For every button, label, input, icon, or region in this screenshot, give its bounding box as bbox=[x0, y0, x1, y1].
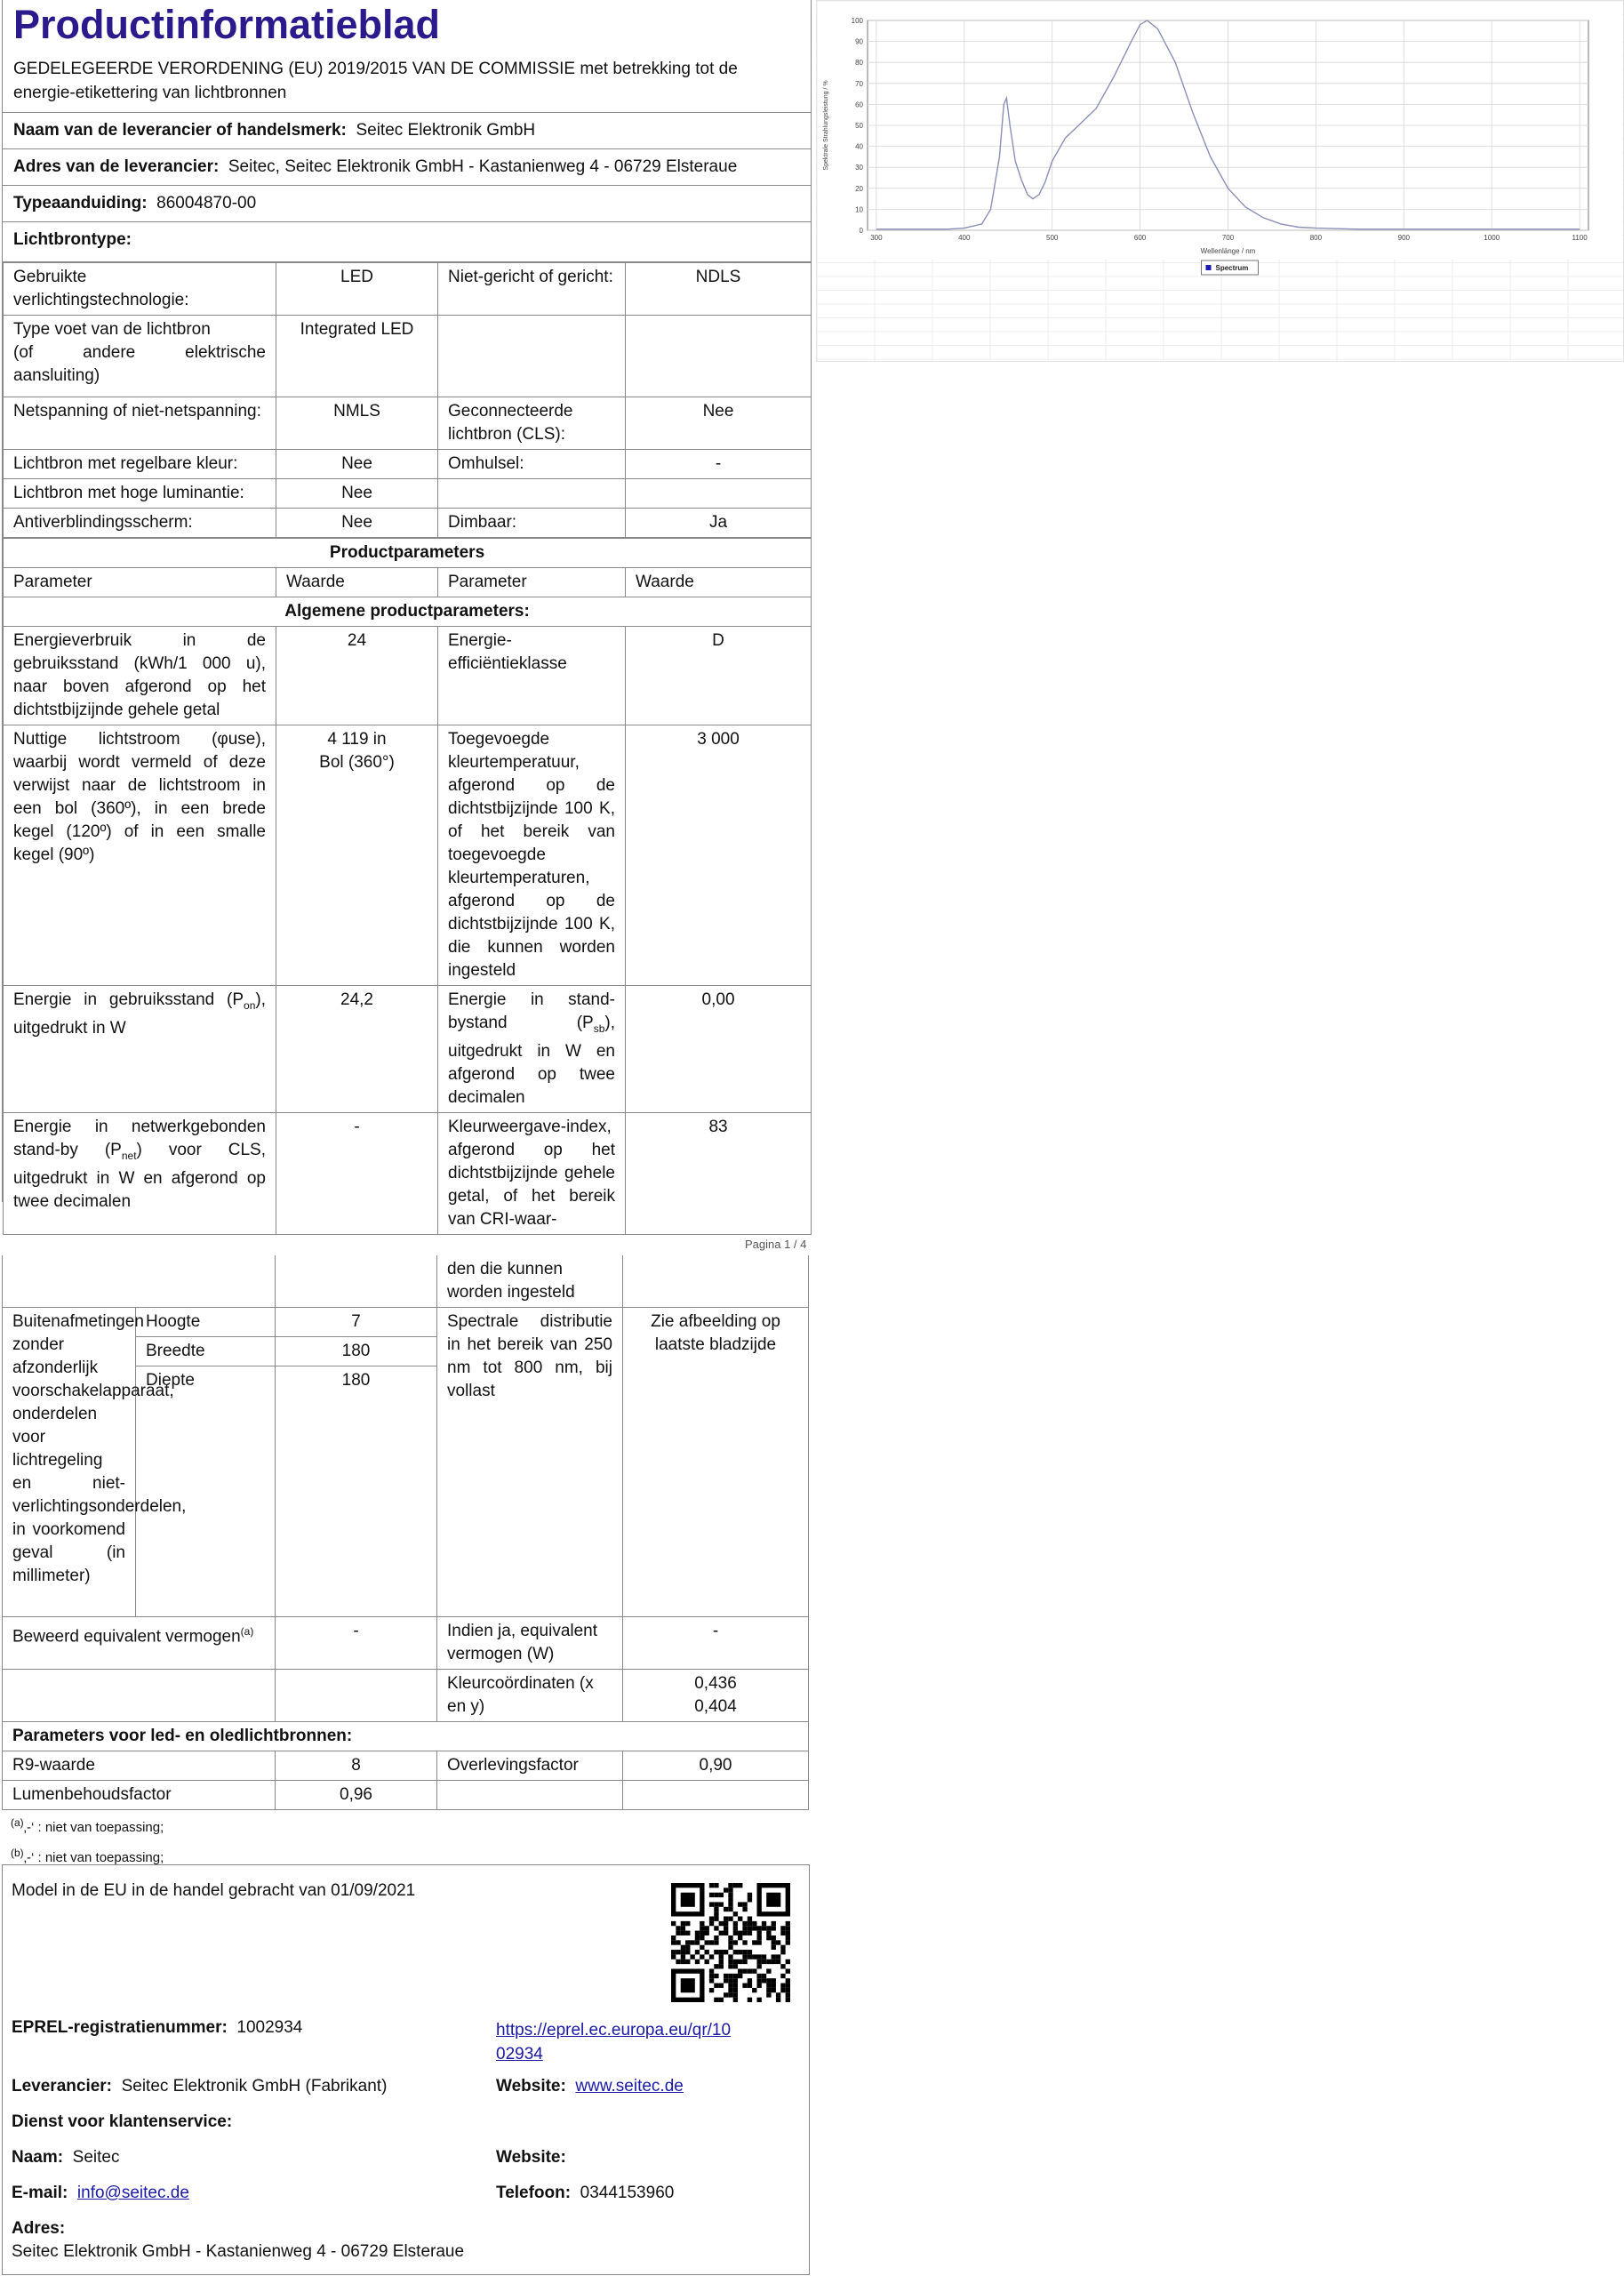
market-text: Model in de EU in de handel gebracht van 01/09/2021 bbox=[12, 1881, 416, 1900]
claimed-power-value: - bbox=[276, 1617, 437, 1670]
lamp-technology-label-2: Niet-gericht of gericht: bbox=[438, 263, 626, 316]
lamp-socket-label-2 bbox=[438, 316, 626, 397]
phone-label: Telefoon: bbox=[496, 2184, 572, 2202]
psb-label: Energie in stand-bystand $(P_{sb})$, uitgedrukt in W en afgerond op twee decimalen bbox=[438, 986, 626, 1113]
supplier-address-label: Adres van de leverancier: bbox=[13, 157, 220, 176]
lamp-technology-label: Gebruikte verlichtingstechnologie: bbox=[4, 263, 276, 316]
flux-value bbox=[276, 725, 438, 986]
service-website-label: Website: bbox=[496, 2148, 566, 2167]
lamp-table bbox=[3, 262, 812, 538]
x-tick-label: 600 bbox=[1133, 234, 1147, 242]
lamp-luminance-value: Nee bbox=[276, 479, 438, 509]
flux-label: Nuttige lichtstroom (φuse), waarbij wordt vermeld of deze verwijst naar de lichtstroom in een bol (360º), in een brede kegel (120º) of in een smalle kegel (90º) bbox=[4, 725, 276, 986]
lamp-antiglare-label: Antiverblindingsscherm: bbox=[4, 509, 276, 538]
pon-value: 24,2 bbox=[276, 986, 438, 1113]
lamp-technology-value-2: NDLS bbox=[626, 263, 812, 316]
x-tick-label: 900 bbox=[1397, 234, 1410, 242]
service-title: Dienst voor klantenservice: bbox=[12, 2112, 233, 2131]
eprel-url-line-1[interactable]: https://eprel.ec.europa.eu/qr/10 bbox=[496, 2021, 732, 2040]
eprel-reg-row bbox=[12, 2018, 302, 2038]
website-row bbox=[496, 2077, 684, 2096]
y-tick-label: 100 bbox=[851, 17, 863, 25]
address-value: Seitec Elektronik GmbH - Kastanienweg 4 - 06729 Elsteraue bbox=[12, 2242, 465, 2261]
footnote-a: $^{(a)}$‚-‘ : niet van toepassing; bbox=[11, 1816, 164, 1835]
page-title: Productinformatieblad bbox=[13, 2, 441, 47]
lamp-color-value: Nee bbox=[276, 450, 438, 479]
survival-label: Overlevingsfactor bbox=[437, 1751, 623, 1781]
claimed-power-label: Beweerd equivalent vermogen$^{(a)}$ bbox=[3, 1617, 276, 1670]
psb-value: 0,00 bbox=[626, 986, 812, 1113]
survival-value: 0,90 bbox=[623, 1751, 809, 1781]
lamp-antiglare-label-2: Dimbaar: bbox=[438, 509, 626, 538]
lamp-color-value-2: - bbox=[626, 450, 812, 479]
col-header-value: Waarde bbox=[276, 568, 438, 597]
lumen-value: 0,96 bbox=[276, 1781, 437, 1810]
x-axis-label: Wellenlänge / nm bbox=[1200, 247, 1256, 255]
params-table bbox=[3, 538, 812, 1235]
width-label: Breedte bbox=[136, 1337, 276, 1366]
eprel-url-line-2[interactable]: 02934 bbox=[496, 2045, 543, 2064]
website-link[interactable]: www.seitec.de bbox=[575, 2077, 684, 2096]
empty-cell bbox=[623, 1255, 809, 1308]
eprel-box bbox=[2, 1864, 810, 2275]
cri-label-bottom: den die kunnen worden ingesteld bbox=[437, 1255, 623, 1308]
depth-label: Diepte bbox=[136, 1366, 276, 1617]
datasheet-page-2 bbox=[2, 1255, 808, 1871]
lamp-antiglare-value: Nee bbox=[276, 509, 438, 538]
y-tick-label: 60 bbox=[855, 100, 863, 109]
lamp-socket-value: Integrated LED bbox=[276, 316, 438, 397]
y-tick-label: 50 bbox=[855, 122, 863, 130]
led-section-title: Parameters voor led- en oledlichtbronnen: bbox=[3, 1722, 809, 1751]
source-type-label: Lichtbrontype: bbox=[13, 230, 132, 249]
empty-cell bbox=[3, 1255, 276, 1308]
empty-cell bbox=[276, 1670, 437, 1722]
x-tick-label: 800 bbox=[1309, 234, 1323, 242]
lamp-socket-label: Type voet van de lichtbron (of andere elektrische aansluiting) bbox=[4, 316, 276, 397]
width-value: 180 bbox=[276, 1337, 437, 1366]
email-row bbox=[12, 2184, 189, 2203]
lamp-antiglare-value-2: Ja bbox=[626, 509, 812, 538]
lamp-color-label: Lichtbron met regelbare kleur: bbox=[4, 450, 276, 479]
lamp-mains-label: Netspanning of niet-netspanning: bbox=[4, 397, 276, 450]
equivalent-power-label: Indien ja, equivalent vermogen (W) bbox=[437, 1617, 623, 1670]
cri-label-top: Kleurweergave-index, afgerond op het dichtstbijzijnde gehele getal, of het bereik van CRI-waar- bbox=[438, 1112, 626, 1234]
footnote-b: $^{(b)}$‚-‘ : niet van toepassing; bbox=[11, 1847, 164, 1865]
x-tick-label: 1100 bbox=[1572, 234, 1588, 242]
supplier-name-value: Seitec Elektronik GmbH bbox=[356, 121, 536, 140]
efficiency-value: D bbox=[626, 627, 812, 725]
x-tick-label: 700 bbox=[1221, 234, 1235, 242]
lamp-socket-value-2 bbox=[626, 316, 812, 397]
empty-cell bbox=[437, 1781, 623, 1810]
cct-label: Toegevoegde kleurtemperatuur, afgerond op de dichtstbijzijnde 100 K, of het bereik van toegevoegde kleurtemperaturen, afgerond op de dichtstbijzijnde 100 K, die kunnen worden ingesteld bbox=[438, 725, 626, 986]
flux-value-line-1: 4 119 in bbox=[327, 730, 387, 749]
lamp-mains-label-2: Geconnecteerde lichtbron (CLS): bbox=[438, 397, 626, 450]
col-header-value-2: Waarde bbox=[626, 568, 812, 597]
lamp-luminance-value-2 bbox=[626, 479, 812, 509]
cri-value: 83 bbox=[626, 1112, 812, 1234]
spectral-value: Zie afbeelding op laatste bladzijde bbox=[623, 1308, 809, 1617]
supplier-name-row bbox=[3, 113, 811, 149]
type-value: 86004870-00 bbox=[156, 194, 257, 212]
height-value: 7 bbox=[276, 1308, 437, 1337]
dimensions-label: Buitenafmetingen zonder afzonderlijk voorschakelapparaat, onderdelen voor lichtregeling en niet-verlichtingsonderdelen, in voorkomend geval (in millimeter) bbox=[3, 1308, 136, 1617]
depth-value: 180 bbox=[276, 1366, 437, 1617]
supplier-address-row bbox=[3, 149, 811, 186]
lamp-luminance-label: Lichtbron met hoge luminantie: bbox=[4, 479, 276, 509]
y-tick-label: 70 bbox=[855, 79, 863, 88]
x-tick-label: 500 bbox=[1046, 234, 1059, 242]
regulation-text: GEDELEGEERDE VERORDENING (EU) 2019/2015 VAN DE COMMISSIE met betrekking tot de energie-etikettering van lichtbronnen bbox=[3, 48, 811, 113]
y-tick-label: 90 bbox=[855, 37, 863, 46]
lamp-luminance-label-2 bbox=[438, 479, 626, 509]
flux-value-line-2: Bol (360°) bbox=[319, 753, 395, 772]
type-label: Typeaanduiding: bbox=[13, 194, 148, 212]
chromaticity-value bbox=[623, 1670, 809, 1722]
chromaticity-label: Kleurcoördinaten (x en y) bbox=[437, 1670, 623, 1722]
service-name-value: Seitec bbox=[72, 2148, 120, 2167]
eprel-supplier-value: Seitec Elektronik GmbH (Fabrikant) bbox=[121, 2077, 388, 2096]
pon-label: Energie in gebruiksstand $(P_{on})$, uitgedrukt in W bbox=[4, 986, 276, 1113]
phone-value: 0344153960 bbox=[580, 2184, 675, 2202]
y-tick-label: 40 bbox=[855, 142, 863, 151]
col-header-parameter-2: Parameter bbox=[438, 568, 626, 597]
service-name-row bbox=[12, 2148, 119, 2168]
x-tick-label: 400 bbox=[958, 234, 971, 242]
service-name-label: Naam: bbox=[12, 2148, 64, 2167]
source-type-row bbox=[3, 222, 811, 262]
r9-label: R9-waarde bbox=[3, 1751, 276, 1781]
legend-label: Spectrum bbox=[1215, 264, 1249, 272]
lamp-mains-value: NMLS bbox=[276, 397, 438, 450]
lamp-mains-value-2: Nee bbox=[626, 397, 812, 450]
y-tick-label: 30 bbox=[855, 164, 863, 172]
section-title-productparameters: Productparameters bbox=[4, 539, 812, 568]
legend-swatch bbox=[1206, 265, 1212, 270]
website-label: Website: bbox=[496, 2077, 566, 2096]
y-axis-label: Spektrale Strahlungsleistung / % bbox=[823, 80, 829, 171]
pnet-label: Energie in netwerkgebonden stand-by $(P_{net})$ voor CLS, uitgedrukt in W en afgerond op twee decimalen bbox=[4, 1112, 276, 1234]
y-tick-label: 20 bbox=[855, 184, 863, 193]
x-tick-label: 300 bbox=[870, 234, 883, 242]
chromaticity-y: 0,404 bbox=[694, 1697, 737, 1716]
eprel-reg-value: 1002934 bbox=[236, 2018, 303, 2037]
eprel-url-link[interactable] bbox=[496, 2018, 780, 2066]
equivalent-power-value: - bbox=[623, 1617, 809, 1670]
eprel-supplier-label: Leverancier: bbox=[12, 2077, 113, 2096]
page-number: Pagina 1 / 4 bbox=[745, 1238, 807, 1251]
spectral-label: Spectrale distributie in het bereik van 250 nm tot 800 nm, bij vollast bbox=[437, 1308, 623, 1617]
params-table-continued bbox=[2, 1255, 809, 1810]
energy-use-label: Energieverbruik in de gebruiksstand (kWh/1 000 u), naar boven afgerond op het dichtstbijzijnde gehele getal bbox=[4, 627, 276, 725]
lumen-label: Lumenbehoudsfactor bbox=[3, 1781, 276, 1810]
qr-code-icon[interactable] bbox=[671, 1883, 790, 2002]
col-header-parameter: Parameter bbox=[4, 568, 276, 597]
lamp-technology-value: LED bbox=[276, 263, 438, 316]
height-label: Hoogte bbox=[136, 1308, 276, 1337]
supplier-row bbox=[12, 2077, 387, 2096]
address-label: Adres: bbox=[12, 2219, 66, 2238]
spectrum-chart-panel bbox=[816, 0, 1624, 362]
y-tick-label: 0 bbox=[859, 227, 863, 235]
lamp-color-label-2: Omhulsel: bbox=[438, 450, 626, 479]
r9-value: 8 bbox=[276, 1751, 437, 1781]
section-title-general: Algemene productparameters: bbox=[4, 597, 812, 627]
y-tick-label: 80 bbox=[855, 59, 863, 68]
empty-cell bbox=[276, 1255, 437, 1308]
energy-use-value: 24 bbox=[276, 627, 438, 725]
chromaticity-x: 0,436 bbox=[694, 1674, 737, 1693]
empty-cell bbox=[3, 1670, 276, 1722]
efficiency-label: Energie-efficiëntieklasse bbox=[438, 627, 626, 725]
y-tick-label: 10 bbox=[855, 205, 863, 214]
email-label: E-mail: bbox=[12, 2184, 68, 2202]
x-tick-label: 1000 bbox=[1484, 234, 1500, 242]
cct-value: 3 000 bbox=[626, 725, 812, 986]
pnet-value: - bbox=[276, 1112, 438, 1234]
spectrum-chart bbox=[817, 1, 1623, 361]
empty-cell bbox=[623, 1781, 809, 1810]
supplier-name-label: Naam van de leverancier of handelsmerk: bbox=[13, 121, 347, 140]
eprel-reg-label: EPREL-registratienummer: bbox=[12, 2018, 228, 2037]
supplier-address-value: Seitec, Seitec Elektronik GmbH - Kastanienweg 4 - 06729 Elsteraue bbox=[228, 157, 738, 176]
email-link[interactable]: info@seitec.de bbox=[76, 2184, 189, 2202]
type-row bbox=[3, 186, 811, 222]
phone-row bbox=[496, 2184, 674, 2203]
datasheet-page-1 bbox=[2, 0, 812, 1229]
